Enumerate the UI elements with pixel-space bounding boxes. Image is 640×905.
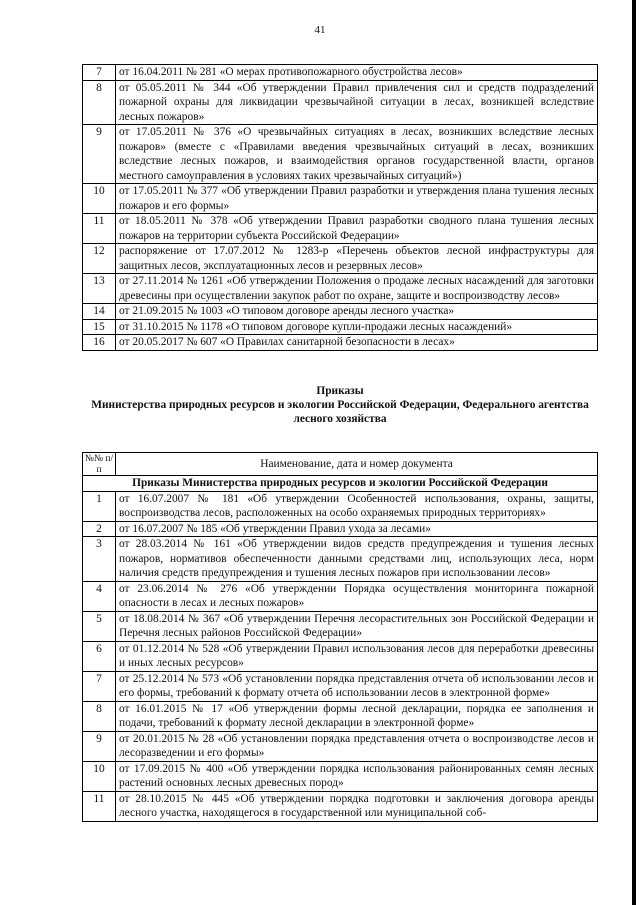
table-row xyxy=(83,214,598,244)
row-number: 10 xyxy=(83,184,116,214)
row-document-text: от 28.03.2014 № 161 «Об утверждении видов средств предупреждения и тушения лесных пожаров, нормативов обеспеченности данными средствами лиц, использующих леса, норм наличия средств предупреждения и тушения лесных пожаров при использовании лесов» xyxy=(116,537,598,582)
table-row xyxy=(83,537,598,582)
row-document-text: от 17.09.2015 № 400 «Об утверждении порядка использования районированных семян лесных растений основных лесных древесных пород» xyxy=(116,761,598,791)
row-document-text: от 05.05.2011 № 344 «Об утверждении Правил привлечения сил и средств подразделений пожарной охраны для ликвидации чрезвычайной ситуации в лесах, возникшей вследствие лесных пожаров» xyxy=(116,80,598,125)
row-document-text: от 23.06.2014 № 276 «Об утверждении Порядка осуществления мониторинга пожарной опасности в лесах и лесных пожаров» xyxy=(116,581,598,611)
row-number: 9 xyxy=(83,731,116,761)
row-document-text: от 31.10.2015 № 1178 «О типовом договоре купли-продажи лесных насаждений» xyxy=(116,319,598,335)
table-row xyxy=(83,791,598,821)
table-row xyxy=(83,319,598,335)
row-document-text: от 18.05.2011 № 378 «Об утверждении Правил разработки сводного плана тушения лесных пожаров на территории субъекта Российской Федерации» xyxy=(116,214,598,244)
row-number: 7 xyxy=(83,65,116,81)
row-document-text: от 16.04.2011 № 281 «О мерах противопожарного обустройства лесов» xyxy=(116,65,598,81)
column-header-number: №№ п/п xyxy=(83,453,116,476)
table-row xyxy=(83,335,598,351)
row-number: 3 xyxy=(83,537,116,582)
table-row xyxy=(83,731,598,761)
table-row xyxy=(83,65,598,81)
column-header-title: Наименование, дата и номер документа xyxy=(116,453,598,476)
row-number: 8 xyxy=(83,80,116,125)
row-number: 16 xyxy=(83,335,116,351)
table-row xyxy=(83,491,598,521)
row-document-text: от 16.01.2015 № 17 «Об утверждении формы лесной декларации, порядка ее заполнения и подачи, требований к формату лесной декларации в электронной форме» xyxy=(116,701,598,731)
row-number: 15 xyxy=(83,319,116,335)
table-row xyxy=(83,184,598,214)
table-subheader: Приказы Министерства природных ресурсов и экологии Российской Федерации xyxy=(83,476,598,492)
row-number: 12 xyxy=(83,244,116,274)
row-number: 11 xyxy=(83,791,116,821)
row-document-text: от 18.08.2014 № 367 «Об утверждении Перечня лесорастительных зон Российской Федерации и Перечня лесных районов Российской Федерации» xyxy=(116,611,598,641)
row-document-text: от 21.09.2015 № 1003 «О типовом договоре аренды лесного участка» xyxy=(116,304,598,320)
table-row xyxy=(83,581,598,611)
row-number: 10 xyxy=(83,761,116,791)
table-row xyxy=(83,125,598,184)
table-row xyxy=(83,761,598,791)
row-number: 13 xyxy=(83,274,116,304)
row-number: 6 xyxy=(83,641,116,671)
row-number: 11 xyxy=(83,214,116,244)
row-document-text: от 16.07.2007 № 185 «Об утверждении Правил ухода за лесами» xyxy=(116,521,598,537)
page-number: 41 xyxy=(314,24,326,36)
row-document-text: от 25.12.2014 № 573 «Об установлении порядка представления отчета об использовании лесов и его формы, требований к формату отчета об использовании лесов в электронной форме» xyxy=(116,671,598,701)
table-subheader-row xyxy=(83,476,598,492)
government-decrees-table xyxy=(82,64,598,351)
table-row xyxy=(83,641,598,671)
table-header-row xyxy=(83,453,598,476)
row-number: 5 xyxy=(83,611,116,641)
row-number: 9 xyxy=(83,125,116,184)
table-row xyxy=(83,671,598,701)
row-document-text: от 20.05.2017 № 607 «О Правилах санитарной безопасности в лесах» xyxy=(116,335,598,351)
table-row xyxy=(83,80,598,125)
row-number: 8 xyxy=(83,701,116,731)
row-document-text: от 17.05.2011 № 377 «Об утверждении Правил разработки и утверждения плана тушения лесных пожаров и его формы» xyxy=(116,184,598,214)
scan-edge-bar xyxy=(632,0,636,905)
section-heading-title: Приказы xyxy=(316,385,364,397)
row-document-text: от 17.05.2011 № 376 «О чрезвычайных ситуациях в лесах, возникших вследствие лесных пожаров» (вместе с «Правилами введения чрезвычайных ситуаций в лесах, возникших вследствие лесных пожаров, и взаимодействия органов государственной власти, органов местного самоуправления в условиях таких чрезвычайных ситуаций») xyxy=(116,125,598,184)
row-number: 1 xyxy=(83,491,116,521)
row-document-text: от 20.01.2015 № 28 «Об установлении порядка представления отчета о воспроизводстве лесов и лесоразведении и его формы» xyxy=(116,731,598,761)
row-number: 14 xyxy=(83,304,116,320)
row-number: 2 xyxy=(83,521,116,537)
table-row xyxy=(83,304,598,320)
row-number: 4 xyxy=(83,581,116,611)
row-document-text: от 16.07.2007 № 181 «Об утверждении Особенностей использования, охраны, защиты, воспроизводства лесов, расположенных на особо охраняемых природных территориях» xyxy=(116,491,598,521)
table-row xyxy=(83,244,598,274)
row-document-text: от 27.11.2014 № 1261 «Об утверждении Положения о продаже лесных насаждений для заготовки древесины при осуществлении закупок работ по охране, защите и воспроизводству лесов» xyxy=(116,274,598,304)
table-row xyxy=(83,701,598,731)
row-document-text: от 28.10.2015 № 445 «Об утверждении порядка подготовки и заключения договора аренды лесного участка, находящегося в государственной или муниципальной соб- xyxy=(116,791,598,821)
row-document-text: распоряжение от 17.07.2012 № 1283-р «Перечень объектов лесной инфраструктуры для защитных лесов, эксплуатационных лесов и резервных лесов» xyxy=(116,244,598,274)
section-heading-subtitle: Министерства природных ресурсов и экологии Российской Федерации, Федерального агентства лесного хозяйства xyxy=(91,399,589,425)
section-heading xyxy=(82,384,598,426)
table-row xyxy=(83,611,598,641)
ministry-orders-table xyxy=(82,452,598,822)
table-row xyxy=(83,521,598,537)
row-document-text: от 01.12.2014 № 528 «Об утверждении Правил использования лесов для переработки древесины и иных лесных ресурсов» xyxy=(116,641,598,671)
table-row xyxy=(83,274,598,304)
row-number: 7 xyxy=(83,671,116,701)
